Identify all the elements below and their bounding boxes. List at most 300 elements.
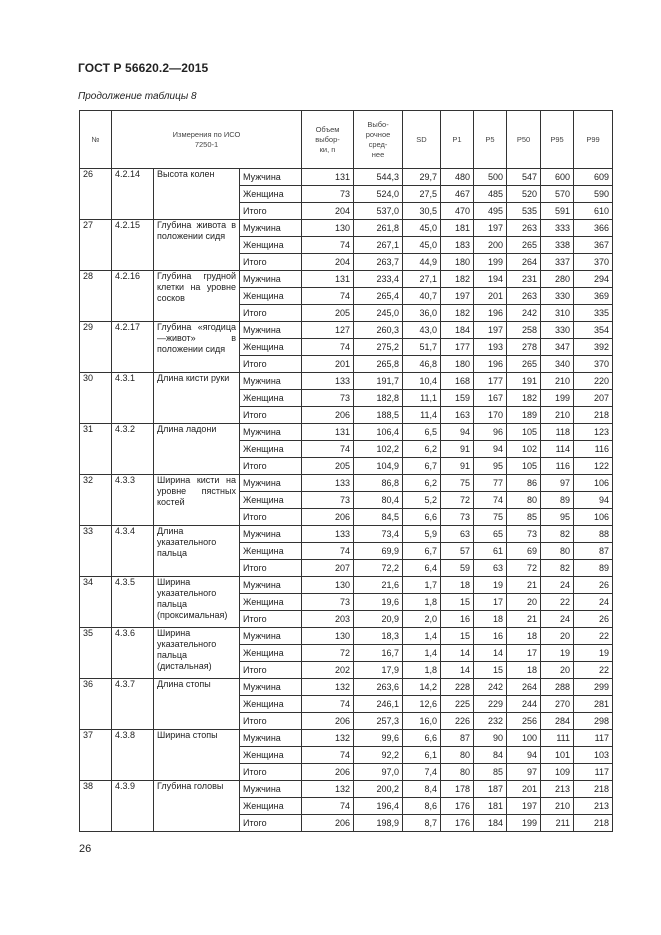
p5-cell: 15	[474, 662, 507, 679]
p50-cell: 20	[507, 594, 541, 611]
p99-cell: 89	[574, 560, 613, 577]
measurement-number: 32	[80, 475, 112, 526]
mean-cell: 188,5	[354, 407, 403, 424]
sex-group-cell: Женщина	[240, 492, 302, 509]
sex-group-cell: Итого	[240, 662, 302, 679]
sd-cell: 6,6	[403, 509, 441, 526]
p50-cell: 73	[507, 526, 541, 543]
p50-cell: 86	[507, 475, 541, 492]
p50-cell: 100	[507, 730, 541, 747]
p1-cell: 180	[441, 254, 474, 271]
mean-cell: 84,5	[354, 509, 403, 526]
sd-cell: 1,4	[403, 645, 441, 662]
p5-cell: 196	[474, 305, 507, 322]
sample-size-cell: 131	[302, 271, 354, 288]
p95-cell: 82	[541, 526, 574, 543]
p5-cell: 242	[474, 679, 507, 696]
iso-code: 4.3.3	[112, 475, 154, 526]
mean-cell: 267,1	[354, 237, 403, 254]
p99-cell: 299	[574, 679, 613, 696]
p50-cell: 17	[507, 645, 541, 662]
p1-cell: 176	[441, 815, 474, 832]
sex-group-cell: Итого	[240, 815, 302, 832]
sample-size-cell: 207	[302, 560, 354, 577]
p95-cell: 284	[541, 713, 574, 730]
measurement-name: Ширина указательного пальца (дистальная)	[154, 628, 240, 679]
p95-cell: 19	[541, 645, 574, 662]
sex-group-cell: Женщина	[240, 441, 302, 458]
sex-group-cell: Мужчина	[240, 424, 302, 441]
p95-cell: 80	[541, 543, 574, 560]
p95-cell: 22	[541, 594, 574, 611]
p1-cell: 87	[441, 730, 474, 747]
p95-cell: 333	[541, 220, 574, 237]
table-body	[80, 169, 613, 832]
sex-group-cell: Женщина	[240, 237, 302, 254]
p5-cell: 63	[474, 560, 507, 577]
p1-cell: 181	[441, 220, 474, 237]
mean-cell: 196,4	[354, 798, 403, 815]
table-row	[80, 628, 613, 645]
p1-cell: 80	[441, 747, 474, 764]
p99-cell: 218	[574, 781, 613, 798]
sex-group-cell: Женщина	[240, 339, 302, 356]
p99-cell: 19	[574, 645, 613, 662]
measurement-name: Длина указательного пальца	[154, 526, 240, 577]
p1-cell: 73	[441, 509, 474, 526]
p5-cell: 17	[474, 594, 507, 611]
p95-cell: 82	[541, 560, 574, 577]
measurement-name: Ширина указательного пальца (проксимальная)	[154, 577, 240, 628]
p95-cell: 89	[541, 492, 574, 509]
measurement-number: 27	[80, 220, 112, 271]
p1-cell: 91	[441, 441, 474, 458]
sample-size-cell: 132	[302, 730, 354, 747]
mean-cell: 17,9	[354, 662, 403, 679]
sd-cell: 6,4	[403, 560, 441, 577]
p99-cell: 369	[574, 288, 613, 305]
col-header-number: №	[80, 111, 112, 169]
sd-cell: 27,5	[403, 186, 441, 203]
p5-cell: 85	[474, 764, 507, 781]
p1-cell: 80	[441, 764, 474, 781]
sd-cell: 7,4	[403, 764, 441, 781]
p99-cell: 117	[574, 730, 613, 747]
sex-group-cell: Итого	[240, 356, 302, 373]
p99-cell: 218	[574, 815, 613, 832]
p1-cell: 180	[441, 356, 474, 373]
sample-size-cell: 73	[302, 594, 354, 611]
sample-size-cell: 130	[302, 577, 354, 594]
p99-cell: 294	[574, 271, 613, 288]
table-row	[80, 679, 613, 696]
measurement-name: Длина ладони	[154, 424, 240, 475]
sd-cell: 45,0	[403, 220, 441, 237]
sample-size-cell: 201	[302, 356, 354, 373]
sd-cell: 8,6	[403, 798, 441, 815]
mean-cell: 524,0	[354, 186, 403, 203]
p95-cell: 270	[541, 696, 574, 713]
p95-cell: 310	[541, 305, 574, 322]
p5-cell: 75	[474, 509, 507, 526]
p99-cell: 22	[574, 628, 613, 645]
p50-cell: 21	[507, 577, 541, 594]
measurement-number: 33	[80, 526, 112, 577]
table-row	[80, 373, 613, 390]
sample-size-cell: 203	[302, 611, 354, 628]
sd-cell: 1,8	[403, 662, 441, 679]
p99-cell: 370	[574, 356, 613, 373]
sd-cell: 1,4	[403, 628, 441, 645]
p5-cell: 485	[474, 186, 507, 203]
p1-cell: 178	[441, 781, 474, 798]
p50-cell: 189	[507, 407, 541, 424]
p95-cell: 20	[541, 628, 574, 645]
p5-cell: 14	[474, 645, 507, 662]
sex-group-cell: Итого	[240, 509, 302, 526]
table-row	[80, 322, 613, 339]
p95-cell: 288	[541, 679, 574, 696]
p50-cell: 105	[507, 424, 541, 441]
p1-cell: 176	[441, 798, 474, 815]
measurement-number: 34	[80, 577, 112, 628]
p99-cell: 22	[574, 662, 613, 679]
sex-group-cell: Итого	[240, 305, 302, 322]
p95-cell: 337	[541, 254, 574, 271]
sample-size-cell: 72	[302, 645, 354, 662]
p95-cell: 116	[541, 458, 574, 475]
sex-group-cell: Мужчина	[240, 271, 302, 288]
measurement-number: 28	[80, 271, 112, 322]
table-row	[80, 169, 613, 186]
p95-cell: 213	[541, 781, 574, 798]
p99-cell: 218	[574, 407, 613, 424]
table-row	[80, 475, 613, 492]
sex-group-cell: Женщина	[240, 288, 302, 305]
mean-cell: 275,2	[354, 339, 403, 356]
iso-code: 4.3.9	[112, 781, 154, 832]
sample-size-cell: 205	[302, 458, 354, 475]
p50-cell: 264	[507, 254, 541, 271]
mean-cell: 245,0	[354, 305, 403, 322]
p1-cell: 159	[441, 390, 474, 407]
p50-cell: 263	[507, 288, 541, 305]
p1-cell: 480	[441, 169, 474, 186]
sex-group-cell: Женщина	[240, 645, 302, 662]
p1-cell: 57	[441, 543, 474, 560]
p5-cell: 18	[474, 611, 507, 628]
p95-cell: 600	[541, 169, 574, 186]
p99-cell: 24	[574, 594, 613, 611]
mean-cell: 544,3	[354, 169, 403, 186]
mean-cell: 86,8	[354, 475, 403, 492]
mean-cell: 69,9	[354, 543, 403, 560]
p1-cell: 18	[441, 577, 474, 594]
p1-cell: 15	[441, 628, 474, 645]
sample-size-cell: 206	[302, 764, 354, 781]
sex-group-cell: Женщина	[240, 747, 302, 764]
measurement-name: Высота колен	[154, 169, 240, 220]
iso-code: 4.3.1	[112, 373, 154, 424]
col-header-sd: SD	[403, 111, 441, 169]
p99-cell: 106	[574, 509, 613, 526]
p50-cell: 201	[507, 781, 541, 798]
p50-cell: 191	[507, 373, 541, 390]
mean-cell: 182,8	[354, 390, 403, 407]
p50-cell: 105	[507, 458, 541, 475]
sample-size-cell: 74	[302, 696, 354, 713]
iso-code: 4.3.5	[112, 577, 154, 628]
p99-cell: 281	[574, 696, 613, 713]
sex-group-cell: Женщина	[240, 543, 302, 560]
p50-cell: 85	[507, 509, 541, 526]
p95-cell: 347	[541, 339, 574, 356]
mean-cell: 263,7	[354, 254, 403, 271]
sd-cell: 6,5	[403, 424, 441, 441]
mean-cell: 19,6	[354, 594, 403, 611]
sex-group-cell: Женщина	[240, 696, 302, 713]
p50-cell: 258	[507, 322, 541, 339]
mean-cell: 191,7	[354, 373, 403, 390]
p99-cell: 366	[574, 220, 613, 237]
sample-size-cell: 205	[302, 305, 354, 322]
p95-cell: 24	[541, 611, 574, 628]
mean-cell: 261,8	[354, 220, 403, 237]
mean-cell: 21,6	[354, 577, 403, 594]
sd-cell: 27,1	[403, 271, 441, 288]
mean-cell: 233,4	[354, 271, 403, 288]
p99-cell: 26	[574, 577, 613, 594]
p99-cell: 354	[574, 322, 613, 339]
p95-cell: 210	[541, 373, 574, 390]
mean-cell: 18,3	[354, 628, 403, 645]
p5-cell: 19	[474, 577, 507, 594]
p5-cell: 495	[474, 203, 507, 220]
sex-group-cell: Женщина	[240, 798, 302, 815]
sample-size-cell: 74	[302, 339, 354, 356]
p1-cell: 177	[441, 339, 474, 356]
p99-cell: 94	[574, 492, 613, 509]
iso-code: 4.3.6	[112, 628, 154, 679]
sex-group-cell: Мужчина	[240, 577, 302, 594]
p95-cell: 211	[541, 815, 574, 832]
mean-cell: 97,0	[354, 764, 403, 781]
sd-cell: 6,2	[403, 475, 441, 492]
p99-cell: 298	[574, 713, 613, 730]
measurement-name: Длина стопы	[154, 679, 240, 730]
sex-group-cell: Мужчина	[240, 730, 302, 747]
measurement-name: Ширина кисти на уровне пястных костей	[154, 475, 240, 526]
sex-group-cell: Итого	[240, 611, 302, 628]
p99-cell: 88	[574, 526, 613, 543]
sample-size-cell: 206	[302, 815, 354, 832]
mean-cell: 265,4	[354, 288, 403, 305]
p50-cell: 18	[507, 628, 541, 645]
p99-cell: 26	[574, 611, 613, 628]
mean-cell: 257,3	[354, 713, 403, 730]
sex-group-cell: Итого	[240, 560, 302, 577]
sample-size-cell: 73	[302, 186, 354, 203]
p5-cell: 90	[474, 730, 507, 747]
sd-cell: 6,2	[403, 441, 441, 458]
table-row	[80, 577, 613, 594]
sample-size-cell: 74	[302, 237, 354, 254]
sd-cell: 8,4	[403, 781, 441, 798]
p1-cell: 183	[441, 237, 474, 254]
document-header: ГОСТ Р 56620.2—2015	[78, 61, 209, 75]
sd-cell: 12,6	[403, 696, 441, 713]
p5-cell: 232	[474, 713, 507, 730]
sd-cell: 6,6	[403, 730, 441, 747]
table-row	[80, 220, 613, 237]
sample-size-cell: 133	[302, 475, 354, 492]
p99-cell: 117	[574, 764, 613, 781]
p95-cell: 199	[541, 390, 574, 407]
table-caption: Продолжение таблицы 8	[78, 91, 197, 102]
sample-size-cell: 202	[302, 662, 354, 679]
p1-cell: 184	[441, 322, 474, 339]
sex-group-cell: Мужчина	[240, 781, 302, 798]
measurement-name: Глубина живота в положении сидя	[154, 220, 240, 271]
p50-cell: 278	[507, 339, 541, 356]
mean-cell: 92,2	[354, 747, 403, 764]
p1-cell: 63	[441, 526, 474, 543]
measurement-name: Глубина грудной клетки на уровне сосков	[154, 271, 240, 322]
table-row	[80, 781, 613, 798]
p1-cell: 59	[441, 560, 474, 577]
p99-cell: 370	[574, 254, 613, 271]
p50-cell: 242	[507, 305, 541, 322]
mean-cell: 106,4	[354, 424, 403, 441]
mean-cell: 80,4	[354, 492, 403, 509]
p50-cell: 256	[507, 713, 541, 730]
p1-cell: 467	[441, 186, 474, 203]
p99-cell: 87	[574, 543, 613, 560]
sex-group-cell: Женщина	[240, 594, 302, 611]
p99-cell: 207	[574, 390, 613, 407]
sex-group-cell: Мужчина	[240, 628, 302, 645]
p5-cell: 197	[474, 322, 507, 339]
p5-cell: 193	[474, 339, 507, 356]
sd-cell: 45,0	[403, 237, 441, 254]
p95-cell: 210	[541, 407, 574, 424]
p99-cell: 116	[574, 441, 613, 458]
p95-cell: 109	[541, 764, 574, 781]
p99-cell: 367	[574, 237, 613, 254]
p5-cell: 199	[474, 254, 507, 271]
p5-cell: 196	[474, 356, 507, 373]
col-header-p95: P95	[541, 111, 574, 169]
sample-size-cell: 206	[302, 713, 354, 730]
measurement-number: 38	[80, 781, 112, 832]
mean-cell: 537,0	[354, 203, 403, 220]
p95-cell: 114	[541, 441, 574, 458]
anthropometric-table	[79, 110, 613, 832]
sd-cell: 36,0	[403, 305, 441, 322]
p95-cell: 340	[541, 356, 574, 373]
measurement-number: 37	[80, 730, 112, 781]
iso-code: 4.3.7	[112, 679, 154, 730]
measurement-number: 35	[80, 628, 112, 679]
p1-cell: 94	[441, 424, 474, 441]
p5-cell: 94	[474, 441, 507, 458]
p5-cell: 229	[474, 696, 507, 713]
sample-size-cell: 74	[302, 288, 354, 305]
sex-group-cell: Итого	[240, 407, 302, 424]
sd-cell: 30,5	[403, 203, 441, 220]
p50-cell: 244	[507, 696, 541, 713]
mean-cell: 102,2	[354, 441, 403, 458]
p50-cell: 265	[507, 356, 541, 373]
sex-group-cell: Мужчина	[240, 169, 302, 186]
measurement-name: Глубина головы	[154, 781, 240, 832]
p99-cell: 106	[574, 475, 613, 492]
p50-cell: 97	[507, 764, 541, 781]
measurement-name: Ширина стопы	[154, 730, 240, 781]
p50-cell: 520	[507, 186, 541, 203]
sd-cell: 6,1	[403, 747, 441, 764]
p99-cell: 220	[574, 373, 613, 390]
p99-cell: 123	[574, 424, 613, 441]
sex-group-cell: Мужчина	[240, 679, 302, 696]
sd-cell: 8,7	[403, 815, 441, 832]
p5-cell: 16	[474, 628, 507, 645]
sex-group-cell: Женщина	[240, 390, 302, 407]
mean-cell: 265,8	[354, 356, 403, 373]
p95-cell: 338	[541, 237, 574, 254]
p5-cell: 194	[474, 271, 507, 288]
sample-size-cell: 206	[302, 407, 354, 424]
p1-cell: 197	[441, 288, 474, 305]
p95-cell: 24	[541, 577, 574, 594]
p95-cell: 95	[541, 509, 574, 526]
p50-cell: 264	[507, 679, 541, 696]
p50-cell: 199	[507, 815, 541, 832]
p5-cell: 200	[474, 237, 507, 254]
sample-size-cell: 131	[302, 424, 354, 441]
iso-code: 4.3.2	[112, 424, 154, 475]
sample-size-cell: 74	[302, 798, 354, 815]
sample-size-cell: 74	[302, 747, 354, 764]
p50-cell: 18	[507, 662, 541, 679]
mean-cell: 99,6	[354, 730, 403, 747]
sex-group-cell: Итого	[240, 713, 302, 730]
sample-size-cell: 127	[302, 322, 354, 339]
p5-cell: 95	[474, 458, 507, 475]
iso-code: 4.2.17	[112, 322, 154, 373]
mean-cell: 16,7	[354, 645, 403, 662]
p5-cell: 500	[474, 169, 507, 186]
p95-cell: 280	[541, 271, 574, 288]
sd-cell: 40,7	[403, 288, 441, 305]
page-number: 26	[79, 843, 92, 855]
p1-cell: 91	[441, 458, 474, 475]
sample-size-cell: 133	[302, 526, 354, 543]
p5-cell: 167	[474, 390, 507, 407]
p5-cell: 77	[474, 475, 507, 492]
p99-cell: 392	[574, 339, 613, 356]
p50-cell: 69	[507, 543, 541, 560]
p99-cell: 122	[574, 458, 613, 475]
table-row	[80, 424, 613, 441]
sd-cell: 10,4	[403, 373, 441, 390]
sample-size-cell: 204	[302, 203, 354, 220]
p95-cell: 118	[541, 424, 574, 441]
p1-cell: 72	[441, 492, 474, 509]
sample-size-cell: 74	[302, 441, 354, 458]
p99-cell: 610	[574, 203, 613, 220]
sample-size-cell: 130	[302, 220, 354, 237]
